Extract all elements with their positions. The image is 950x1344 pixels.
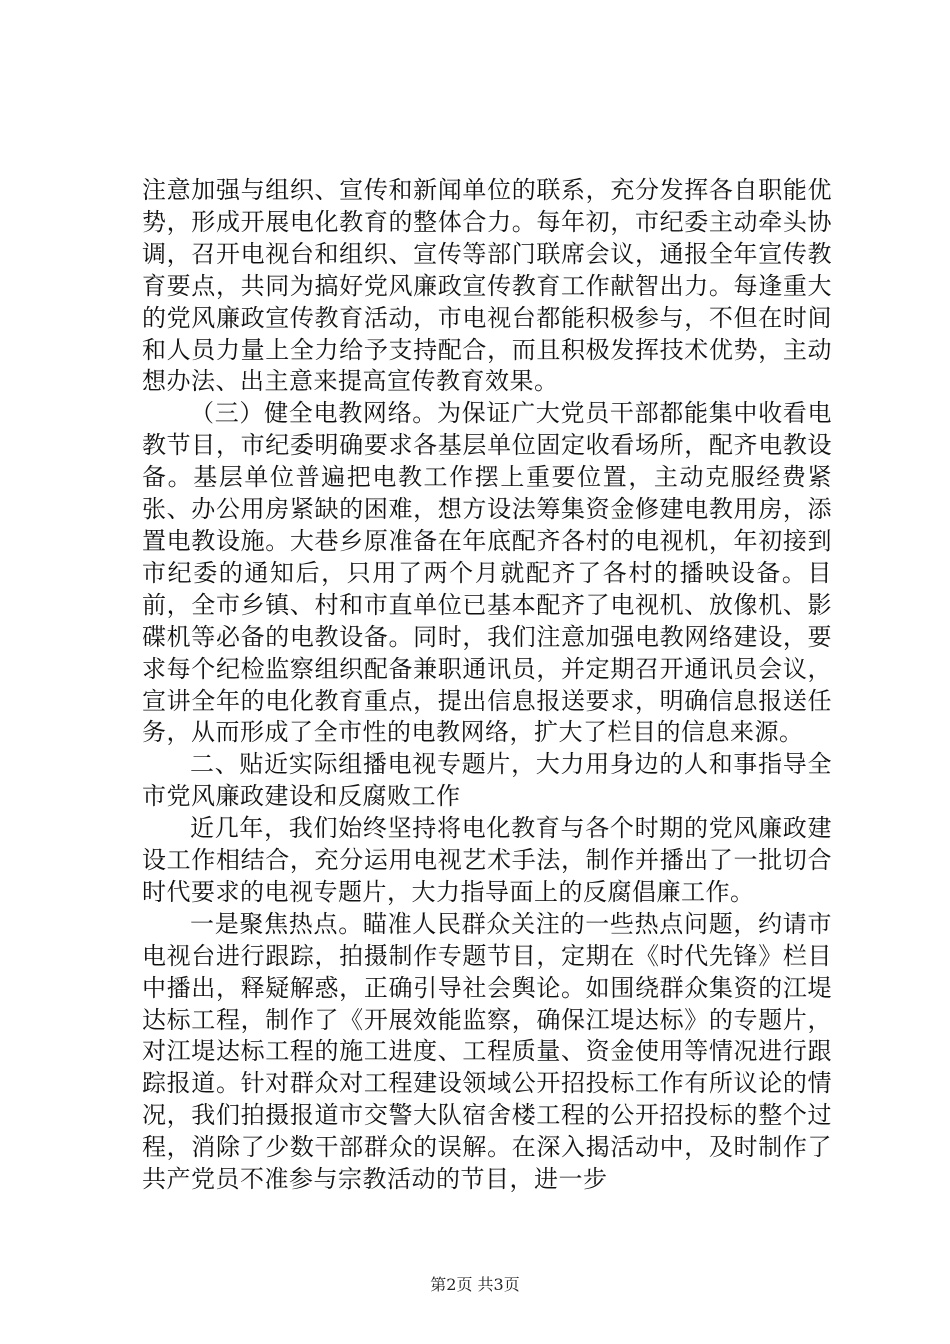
- document-body: [142, 175, 832, 1196]
- section-heading: 二、贴近实际组播电视专题片，大力用身边的人和事指导全市党风廉政建设和反腐败工作: [142, 750, 832, 811]
- paragraph: 注意加强与组织、宣传和新闻单位的联系，充分发挥各自职能优势，形成开展电化教育的整体合力。每年初，市纪委主动牵头协调，召开电视台和组织、宣传等部门联席会议，通报全年宣传教育要点，共同为搞好党风廉政宣传教育工作献智出力。每逢重大的党风廉政宣传教育活动，市电视台都能积极参与，不但在时间和人员力量上全力给予支持配合，而且积极发挥技术优势，主动想办法、出主意来提高宣传教育效果。: [142, 176, 832, 396]
- paragraph: 近几年，我们始终坚持将电化教育与各个时期的党风廉政建设工作相结合，充分运用电视艺术手法，制作并播出了一批切合时代要求的电视专题片，大力指导面上的反腐倡廉工作。: [142, 814, 832, 906]
- paragraph: （三）健全电教网络。为保证广大党员干部都能集中收看电教节目，市纪委明确要求各基层单位固定收看场所，配齐电教设备。基层单位普遍把电教工作摆上重要位置，主动克服经费紧张、办公用房紧缺的困难，想方设法筹集资金修建电教用房，添置电教设施。大巷乡原准备在年底配齐各村的电视机，年初接到市纪委的通知后，只用了两个月就配齐了各村的播映设备。目前，全市乡镇、村和市直单位已基本配齐了电视机、放像机、影碟机等必备的电教设备。同时，我们注意加强电教网络建设，要求每个纪检监察组织配备兼职通讯员，并定期召开通讯员会议，宣讲全年的电化教育重点，提出信息报送要求，明确信息报送任务，从而形成了全市性的电教网络，扩大了栏目的信息来源。: [142, 399, 832, 747]
- page-footer: 第2页 共3页: [430, 1275, 520, 1294]
- paragraph: 一是聚焦热点。瞄准人民群众关注的一些热点问题，约请市电视台进行跟踪，拍摄制作专题节目，定期在《时代先锋》栏目中播出，释疑解惑，正确引导社会舆论。如围绕群众集资的江堤达标工程，制作了《开展效能监察，确保江堤达标》的专题片，对江堤达标工程的施工进度、工程质量、资金使用等情况进行跟踪报道。针对群众对工程建设领域公开招投标工作有所议论的情况，我们拍摄报道市交警大队宿舍楼工程的公开招投标的整个过程，消除了少数干部群众的误解。在深入揭活动中，及时制作了共产党员不准参与宗教活动的节目，进一步: [142, 909, 832, 1194]
